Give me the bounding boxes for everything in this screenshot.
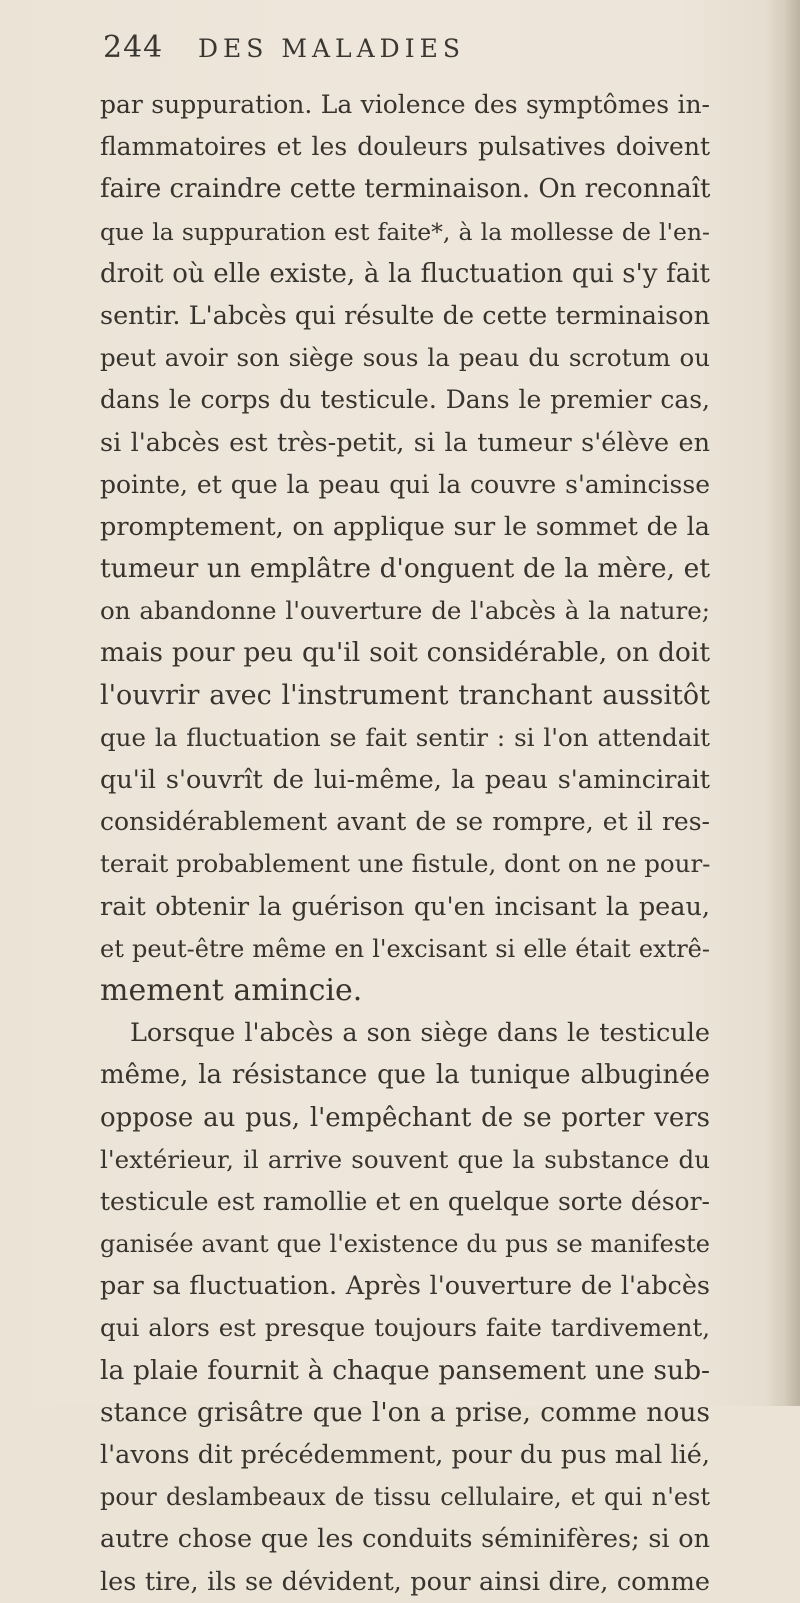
text-line: la plaie fournit à chaque pansement une sub- xyxy=(100,1354,710,1386)
text-line: flammatoires et les douleurs pulsatives doivent xyxy=(100,132,710,162)
text-line: l'extérieur, il arrive souvent que la substance du xyxy=(100,1144,710,1174)
text-line: testicule est ramollie et en quelque sorte désor- xyxy=(100,1186,710,1216)
text-line: que la fluctuation se fait sentir : si l'on attendait xyxy=(100,722,710,752)
page-header xyxy=(103,30,703,80)
text-line: pour deslambeaux de tissu cellulaire, et qui n'est xyxy=(100,1483,710,1512)
text-line: si l'abcès est très-petit, si la tumeur s'élève en xyxy=(100,427,710,458)
text-line: que la suppuration est faite*, à la mollesse de l'en- xyxy=(100,217,710,246)
text-line: qu'il s'ouvrît de lui-même, la peau s'amincirait xyxy=(100,765,710,795)
text-line: et peut-être même en l'excisant si elle était extrê- xyxy=(100,934,710,963)
text-line: l'ouvrir avec l'instrument tranchant aussitôt xyxy=(100,679,710,711)
text-line: par suppuration. La violence des symptômes in- xyxy=(100,90,710,119)
text-line: rait obtenir la guérison qu'en incisant la peau, xyxy=(100,891,710,922)
text-line: stance grisâtre que l'on a prise, comme nous xyxy=(100,1396,710,1428)
text-line: qui alors est presque toujours faite tardivement, xyxy=(100,1313,710,1343)
text-line: pointe, et que la peau qui la couvre s'amincisse xyxy=(100,469,710,499)
text-line: les tire, ils se dévident, pour ainsi dire, comme xyxy=(100,1566,710,1597)
text-line: par sa fluctuation. Après l'ouverture de l'abcès xyxy=(100,1271,710,1302)
text-line: terait probablement une fistule, dont on ne pour- xyxy=(100,849,710,879)
text-line: faire craindre cette terminaison. On reconnaît xyxy=(100,174,710,205)
text-line: peut avoir son siège sous la peau du scrotum ou xyxy=(100,343,710,373)
text-line: ganisée avant que l'existence du pus se manifeste xyxy=(100,1230,710,1259)
text-line: droit où elle existe, à la fluctuation qui s'y fait xyxy=(100,258,710,289)
text-line: promptement, on applique sur le sommet de la xyxy=(100,511,710,542)
text-line: dans le corps du testicule. Dans le premier cas, xyxy=(100,385,710,415)
paragraph-end-line: mement amincie. xyxy=(100,972,363,1008)
body-text xyxy=(100,84,710,1603)
text-line: même, la résistance que la tunique albuginée xyxy=(100,1060,710,1091)
text-line: mais pour peu qu'il soit considérable, on doit xyxy=(100,637,710,669)
text-line: oppose au pus, l'empêchant de se porter vers xyxy=(100,1102,710,1133)
text-line: on abandonne l'ouverture de l'abcès à la nature; xyxy=(100,596,710,626)
text-line: sentir. L'abcès qui résulte de cette terminaison xyxy=(100,300,710,331)
page-edge-shadow xyxy=(764,0,800,1406)
text-line: tumeur un emplâtre d'onguent de la mère, et xyxy=(100,553,710,585)
running-head: DES MALADIES xyxy=(198,34,465,63)
text-line: considérablement avant de se rompre, et il res- xyxy=(100,807,710,837)
paragraph-first-line: Lorsque l'abcès a son siège dans le testicule xyxy=(130,1018,710,1049)
text-line: l'avons dit précédemment, pour du pus mal lié, xyxy=(100,1440,710,1470)
text-line: autre chose que les conduits séminifères; si on xyxy=(100,1524,710,1555)
page-number: 244 xyxy=(103,30,164,65)
